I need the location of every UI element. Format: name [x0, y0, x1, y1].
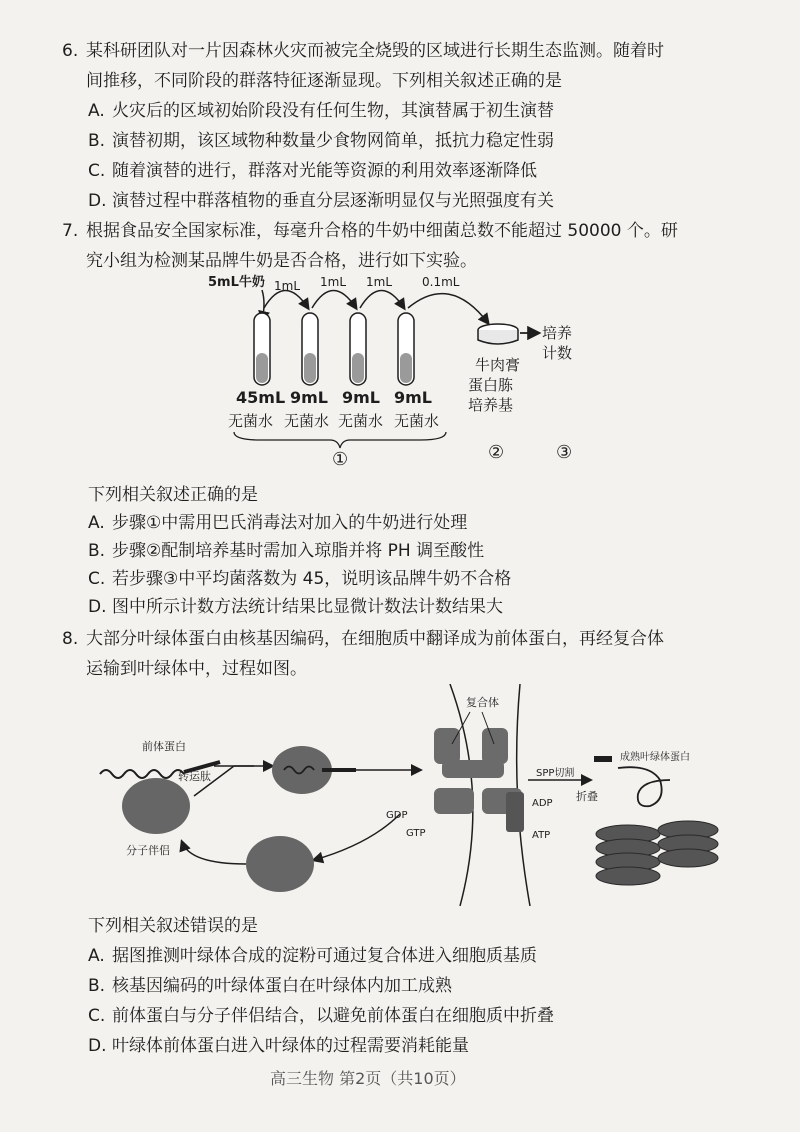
- page-footer: 高三生物 第2页（共10页）: [270, 1069, 466, 1088]
- mature-label: 成熟叶绿体蛋白: [620, 752, 690, 763]
- adp-label: ADP: [532, 798, 553, 809]
- transfer-label-4: 0.1mL: [422, 275, 460, 289]
- q7-number: 7.: [62, 221, 79, 241]
- transfer-label-3: 1mL: [366, 275, 393, 289]
- q7-option-d[interactable]: D. 图中所示计数方法统计结果比显微计数法计数结果大: [88, 597, 503, 617]
- test-tube-2: [302, 313, 318, 385]
- q8-prompt: 下列相关叙述错误的是: [88, 916, 258, 936]
- water-label-1: 无菌水: [228, 412, 274, 430]
- transfer-arc-2: [312, 291, 356, 309]
- spp-label: SPP切割: [536, 768, 575, 779]
- q6-stem-line1: 某科研团队对一片因森林火灾而被完全烧毁的区域进行长期生态监测。随着时: [86, 41, 664, 61]
- atp-label: ATP: [532, 830, 551, 841]
- q6-option-c[interactable]: C. 随着演替的进行，群落对光能等资源的利用效率逐渐降低: [88, 161, 537, 181]
- transfer-arc-3: [360, 291, 404, 309]
- test-tube-1: [254, 313, 270, 385]
- q7-option-c[interactable]: C. 若步骤③中平均菌落数为 45，说明该品牌牛奶不合格: [88, 569, 512, 589]
- cleaved-transit: [594, 756, 612, 762]
- transit-label: 转运肽: [178, 770, 211, 783]
- fold-label: 折叠: [576, 790, 598, 803]
- q7-prompt: 下列相关叙述正确的是: [88, 485, 258, 505]
- medium-label-2: 蛋白胨: [468, 376, 514, 394]
- q7-option-b[interactable]: B. 步骤②配制培养基时需加入琼脂并将 PH 调至酸性: [88, 541, 485, 561]
- q7-option-a[interactable]: A. 步骤①中需用巴氏消毒法对加入的牛奶进行处理: [88, 513, 468, 533]
- gtp-label: GTP: [406, 828, 426, 839]
- step3-marker: ③: [556, 442, 573, 463]
- count-label-2: 计数: [542, 344, 573, 362]
- q8-option-b[interactable]: B. 核基因编码的叶绿体蛋白在叶绿体内加工成熟: [88, 976, 452, 996]
- chaperone-released: [246, 836, 314, 892]
- thylakoid-stack-1: [596, 825, 660, 885]
- complex-label: 复合体: [466, 696, 499, 709]
- gdp-label: GDP: [386, 810, 408, 821]
- count-label-1: 培养: [542, 324, 573, 342]
- transfer-arc-1: [264, 291, 308, 309]
- tube-volume-4: 9mL: [394, 388, 432, 407]
- q8-number: 8.: [62, 629, 79, 649]
- tube-volume-2: 9mL: [290, 388, 328, 407]
- chloroplast-import-diagram: [90, 684, 730, 906]
- water-label-4: 无菌水: [394, 412, 440, 430]
- q6-option-b[interactable]: B. 演替初期，该区域物种数量少食物网简单，抵抗力稳定性弱: [88, 131, 554, 151]
- medium-label-1: 牛肉膏: [475, 356, 521, 374]
- q7-stem-line2: 究小组为检测某品牌牛奶是否合格，进行如下实验。: [86, 251, 477, 271]
- chaperone-return-arrow: [182, 842, 246, 864]
- q8-option-c[interactable]: C. 前体蛋白与分子伴侣结合，以避免前体蛋白在细胞质中折叠: [88, 1006, 554, 1026]
- q6-option-a[interactable]: A. 火灾后的区域初始阶段没有任何生物，其演替属于初生演替: [88, 101, 554, 121]
- medium-label-3: 培养基: [468, 396, 514, 414]
- q8-stem-line2: 运输到叶绿体中，过程如图。: [86, 659, 307, 679]
- q6-number: 6.: [62, 41, 79, 61]
- q6-stem: [62, 36, 664, 96]
- water-label-3: 无菌水: [338, 412, 384, 430]
- test-tube-4: [398, 313, 414, 385]
- tube-volume-3: 9mL: [342, 388, 380, 407]
- step1-brace: [234, 432, 446, 448]
- thylakoid-stack-2: [658, 821, 718, 867]
- transfer-label-2: 1mL: [320, 275, 347, 289]
- precursor-label: 前体蛋白: [142, 740, 186, 753]
- chaperone-free: [122, 778, 190, 834]
- q6-stem-line2: 间推移，不同阶段的群落特征逐渐显现。下列相关叙述正确的是: [86, 71, 562, 91]
- translocon-complex: [434, 728, 524, 832]
- q8-stem-line1: 大部分叶绿体蛋白由核基因编码，在细胞质中翻译成为前体蛋白，再经复合体: [86, 629, 664, 649]
- petri-dish: [478, 324, 518, 344]
- mature-protein: [618, 767, 670, 806]
- q8-option-a[interactable]: A. 据图推测叶绿体合成的淀粉可通过复合体进入细胞质基质: [88, 946, 537, 966]
- q8-option-d[interactable]: D. 叶绿体前体蛋白进入叶绿体的过程需要消耗能量: [88, 1036, 469, 1056]
- test-tube-3: [350, 313, 366, 385]
- transfer-label-1: 1mL: [274, 279, 301, 293]
- q8-stem: [62, 624, 664, 684]
- transfer-arc-4: [408, 294, 488, 323]
- precursor-protein: [100, 770, 184, 778]
- step1-marker: ①: [332, 449, 349, 468]
- step2-marker: ②: [488, 442, 505, 463]
- milk-label: 5mL牛奶: [208, 275, 265, 290]
- chaperone-label: 分子伴侣: [126, 844, 170, 857]
- dilution-diagram: [200, 268, 600, 468]
- q7-stem-line1: 根据食品安全国家标准，每毫升合格的牛奶中细菌总数不能超过 50000 个。研: [86, 221, 678, 241]
- q7-stem: [62, 216, 678, 276]
- water-label-2: 无菌水: [284, 412, 330, 430]
- q6-option-d[interactable]: D. 演替过程中群落植物的垂直分层逐渐明显仅与光照强度有关: [88, 191, 554, 211]
- tube-volume-1: 45mL: [236, 388, 286, 407]
